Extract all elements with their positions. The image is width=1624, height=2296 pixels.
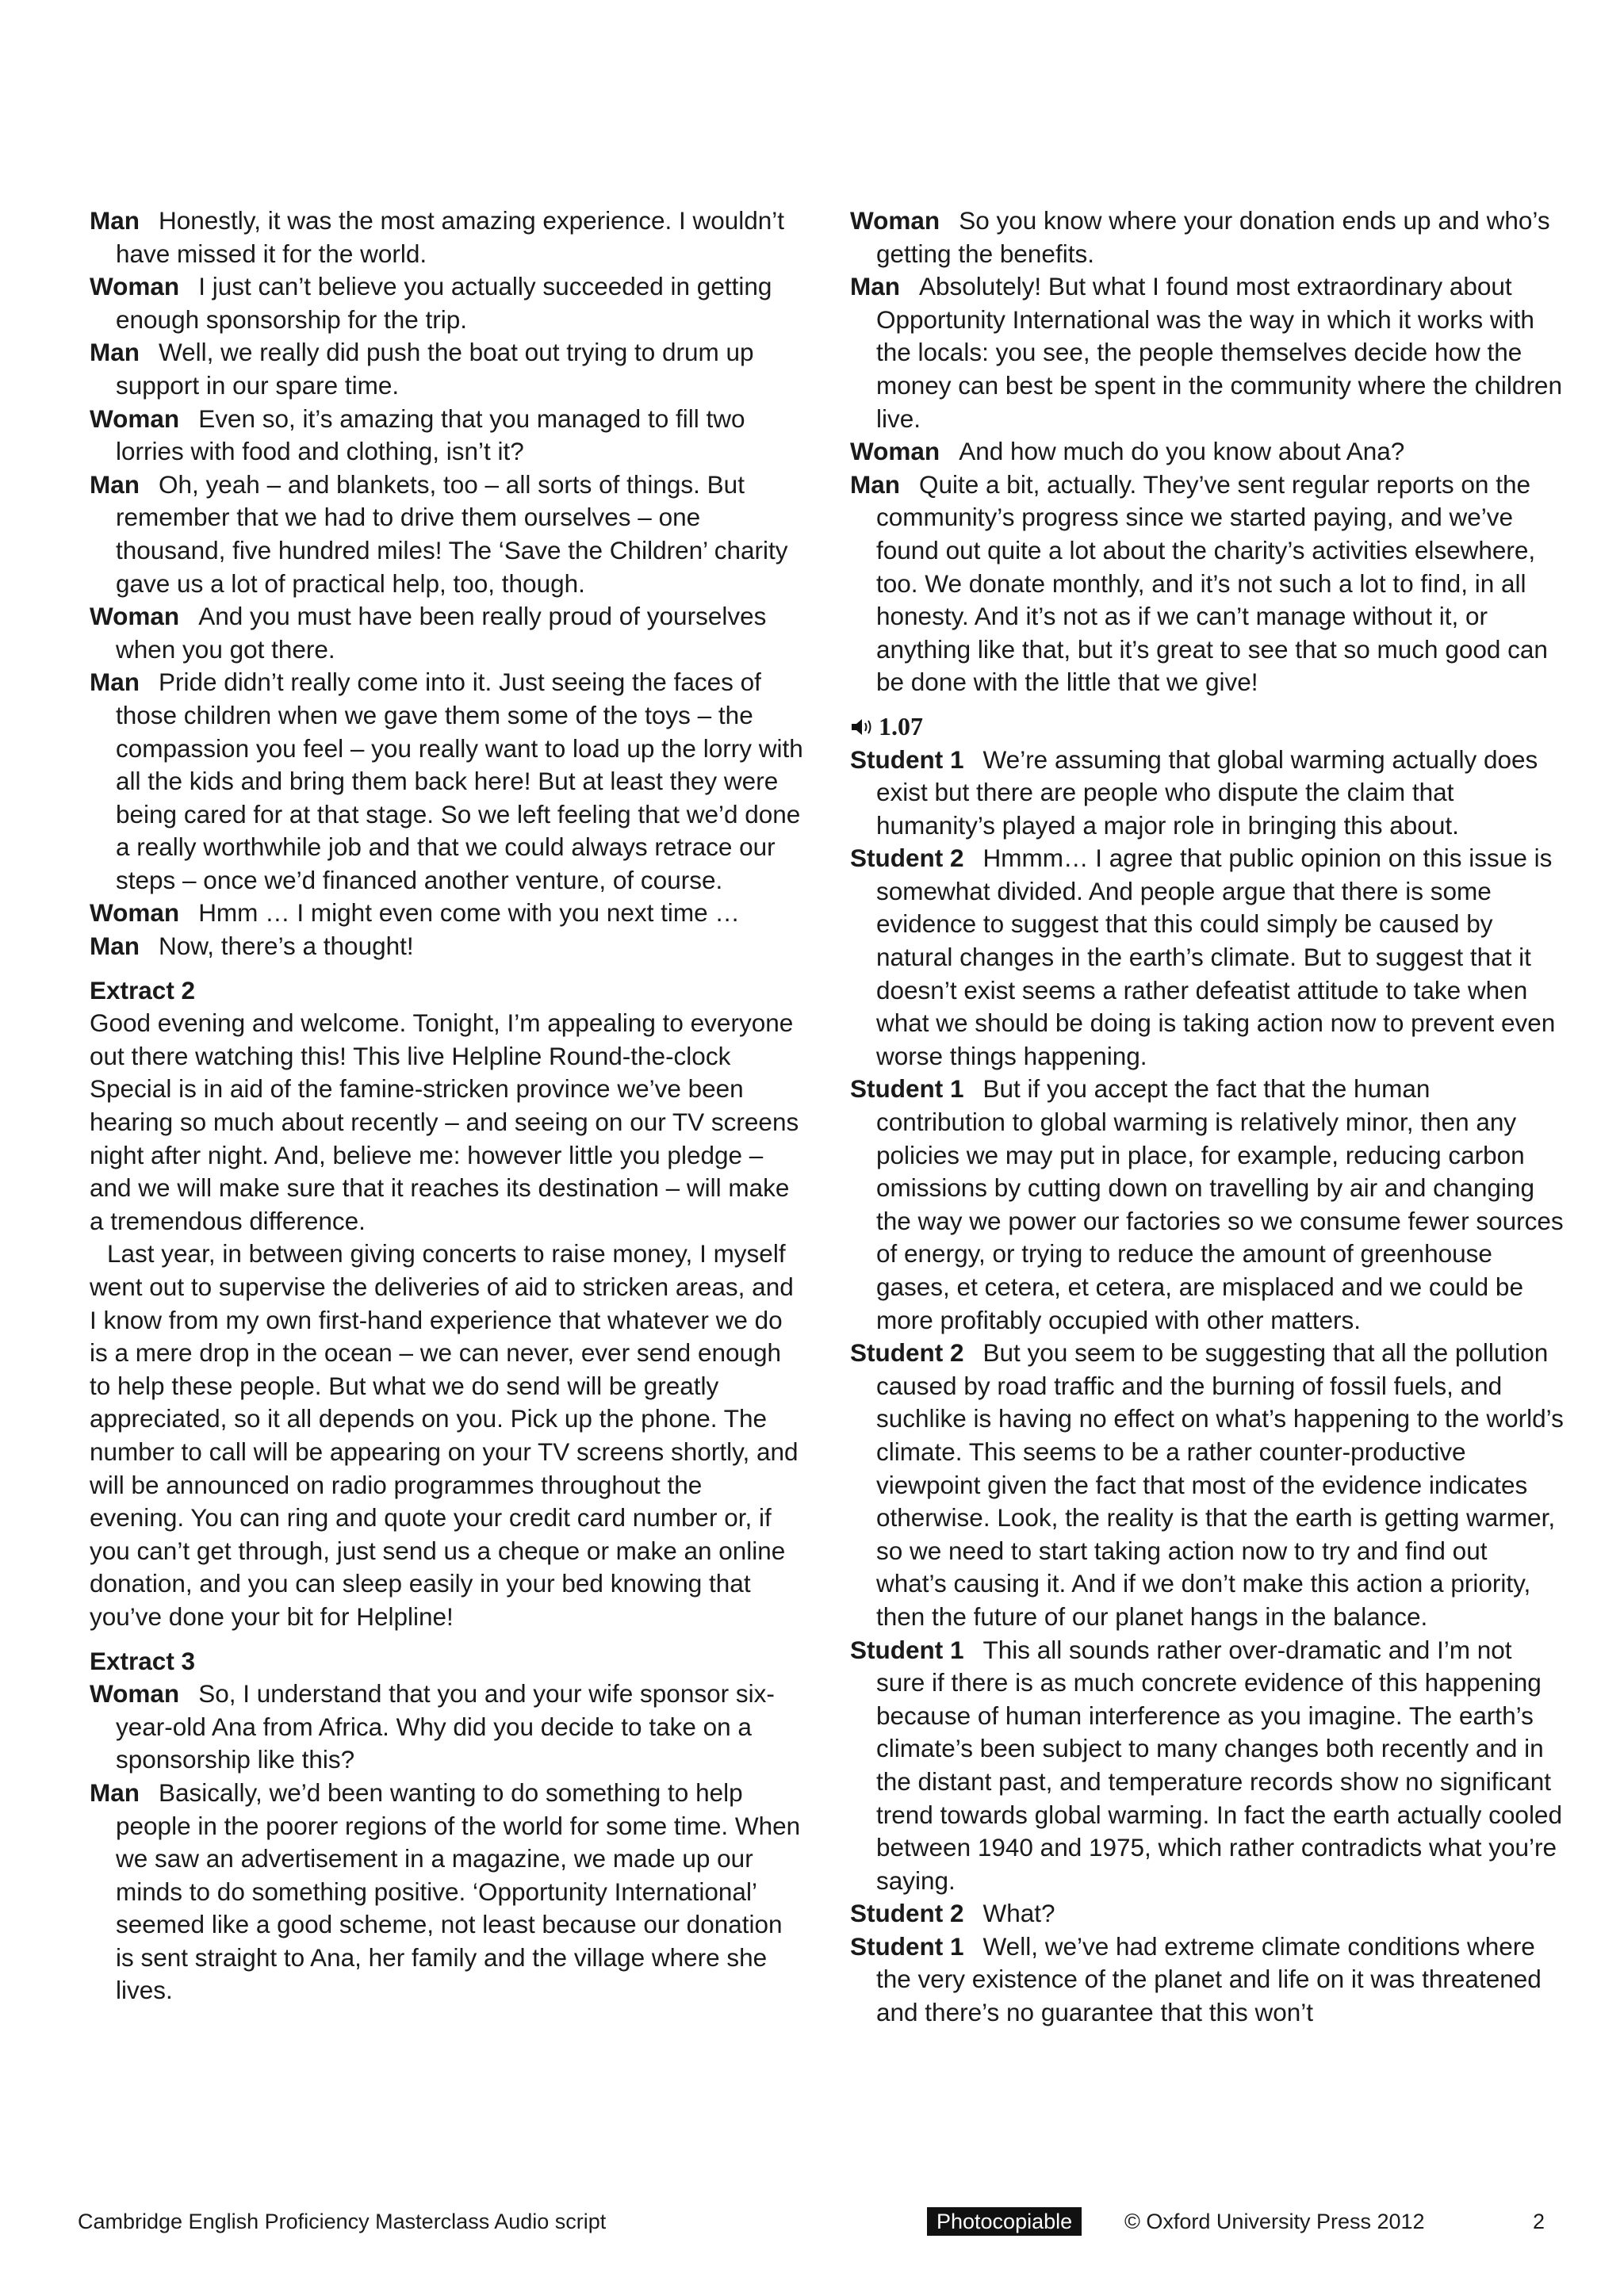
turn-text: But if you accept the fact that the human contribution to global warming is relatively minor, then any policies we may put in place, for example, reducing carbon omissions by cutting down on travelling by air and changing the way we power our factories so we consume fewer sources of energy, or trying to reduce the amount of greenhouse gases, et cetera, et cetera, are misplaced and we could be more profitably occupied with other matters. [876,1074,1564,1334]
turn-text: Absolutely! But what I found most extraordinary about Opportunity International was the way in which it works with the locals: you see, the people themselves decide how the money can best be spent in the community where the children live. [876,272,1562,433]
speaker-label: Woman [850,437,940,466]
speaker-label: Student 1 [850,1074,964,1104]
extract3-heading: Extract 3 [90,1646,196,1675]
dialogue-turn [90,469,803,600]
turn-text: Hmmm… I agree that public opinion on this issue is somewhat divided. And people argue that there is some evidence to suggest that this could simply be caused by natural changes in the earth’s climate. But to suggest that it doesn’t exist seems a rather defeatist attitude to take when what we should be doing is taking action now to prevent even worse things happening. [876,844,1556,1070]
left-column [90,205,803,2007]
extract3-dialogue-continued [850,205,1564,699]
speaker-label: Woman [90,898,180,928]
turn-text: This all sounds rather over-dramatic and I’m not sure if there is as much concrete evidence of this happening because of human interference as you imagine. The earth’s climate’s been subject to many changes both recently and in the distant past, and temperature records show no significant trend towards global warming. In fact the earth actually cooled between 1940 and 1975, which rather contradicts what you’re saying. [876,1635,1562,1895]
extract2-paragraph-1: Good evening and welcome. Tonight, I’m appealing to everyone out there watching this! This live Helpline Round-the-clock Special is in aid of the famine-stricken province we’ve been hearing so much about recently – and seeing on our TV screens night after night. And, believe me: however little you pledge – and we will make sure that it reaches its destination – will make a tremendous difference. [90,1008,799,1235]
track-dialogue [850,744,1564,2030]
turn-text: And you must have been really proud of yourselves when you got there. [116,602,767,664]
turn-text: I just can’t believe you actually succeeded in getting enough sponsorship for the trip. [116,272,772,334]
turn-text: Pride didn’t really come into it. Just seeing the faces of those children when we gave them some of the toys – the compassion you feel – you really want to load up the lorry with all the kids and bring them back here! But at least they were being cared for at that stage. So we left feeling that we’d done a really worthwhile job and that we could always retrace our steps – once we’d financed another venture, of course. [116,668,803,894]
speaker-label: Woman [90,272,180,301]
page-number: 2 [1533,2210,1545,2233]
dialogue-turn [850,435,1564,469]
dialogue-turn [90,205,803,270]
extract3-dialogue [90,1678,803,2007]
speaker-label: Woman [90,602,180,631]
turn-text: Quite a bit, actually. They’ve sent regular reports on the community’s progress since we started paying, and we’ve found out quite a lot about the charity’s activities elsewhere, too. We donate monthly, and it’s not such a lot to find, in all honesty. And it’s not as if we can’t manage without it, or anything like that, but it’s great to see that so much good can be done with the little that we give! [876,469,1548,697]
turn-text: Well, we really did push the boat out trying to drum up support in our spare time. [116,338,754,400]
speaker-label: Man [90,206,140,235]
speaker-label: Man [90,469,140,499]
dialogue-turn [850,205,1564,270]
turn-text: Basically, we’d been wanting to do something to help people in the poorer regions of the world for some time. When we saw an advertisement in a magazine, we made up our minds to do something positive. ‘Opportunity International’ seemed like a good scheme, not least because our donation is sent straight to Ana, her family and the village where she lives. [116,1777,801,2005]
turn-text: But you seem to be suggesting that all the pollution caused by road traffic and the burning of fossil fuels, and suchlike is having no effect on what’s happening to the world’s climate. This seems to be a rather counter-productive viewpoint given the fact that most of the evidence indicates otherwise. Look, the reality is that the earth is getting warmer, so we need to start taking action now to try and find out what’s causing it. And if we don’t make this action a priority, then the future of our planet hangs in the balance. [876,1338,1564,1631]
footer-title: Cambridge English Proficiency Masterclass Audio script [78,2210,607,2233]
turn-text: Even so, it’s amazing that you managed to fill two lorries with food and clothing, isn’t it? [116,404,745,466]
speaker-label: Man [90,338,140,367]
speaker-label: Woman [850,206,940,235]
dialogue-turn [90,600,803,666]
speaker-label: Student 1 [850,744,964,774]
turn-text: So you know where your donation ends up and who’s getting the benefits. [876,206,1550,268]
track-number: 1.07 [879,711,923,740]
copyright-notice: © Oxford University Press 2012 [1124,2210,1425,2233]
dialogue-turn [90,1678,803,1777]
dialogue-turn [850,1897,1564,1931]
turn-text: Now, there’s a thought! [159,932,414,961]
speaker-label: Student 1 [850,1635,964,1664]
turn-text: We’re assuming that global warming actually does exist but there are people who dispute the claim that humanity’s played a major role in bringing this about. [876,744,1538,840]
turn-text: Oh, yeah – and blankets, too – all sorts of things. But remember that we had to drive them ourselves – one thousand, five hundred miles! The ‘Save the Children’ charity gave us a lot of practical help, too, though. [116,469,788,598]
speaker-label: Student 2 [850,844,964,873]
extract2-heading: Extract 2 [90,975,196,1004]
dialogue-turn [90,666,803,897]
turn-text: And how much do you know about Ana? [959,437,1405,466]
photocopiable-badge: Photocopiable [927,2207,1082,2236]
dialogue-turn [90,336,803,402]
dialogue-turn [90,403,803,469]
dialogue-turn [850,744,1564,843]
dialogue-turn [90,270,803,336]
speaker-label: Man [90,668,140,697]
dialogue-turn [90,930,803,963]
speaker-label: Student 1 [850,1931,964,1961]
turn-text: Hmm … I might even come with you next time … [198,898,740,928]
turn-text: So, I understand that you and your wife sponsor six-year-old Ana from Africa. Why did you decide to take on a sponsorship like this? [116,1679,775,1774]
dialogue-turn [850,469,1564,699]
turn-text: Honestly, it was the most amazing experience. I wouldn’t have missed it for the world. [116,206,785,268]
extract2-paragraph-2: Last year, in between giving concerts to raise money, I myself went out to supervise the deliveries of aid to stricken areas, and I know from my own first-hand experience that whatever we do is a mere drop in the ocean – we can never, ever send enough to help these people. But what we do send will be greatly appreciated, so it all depends on you. Pick up the phone. The number to call will be appearing on your TV screens shortly, and will be announced on radio programmes throughout the evening. You can ring and quote your credit card number or, if you can’t get through, just send us a cheque or make an online donation, and you can sleep easily in your bed knowing that you’ve done your bit for Helpline! [90,1239,799,1631]
speaker-label: Man [90,1777,140,1807]
dialogue-turn [850,1337,1564,1633]
dialogue-turn [90,1777,803,2007]
turn-text: What? [982,1899,1055,1928]
speaker-label: Woman [90,1679,180,1709]
speaker-label: Man [850,469,900,499]
right-column [850,205,1564,2030]
speaker-label: Student 2 [850,1899,964,1928]
dialogue-turn [90,897,803,930]
speaker-label: Student 2 [850,1338,964,1368]
dialogue-turn [850,1073,1564,1337]
speaker-icon [850,712,874,731]
audio-track-heading [850,710,1564,744]
extract1-dialogue [90,205,803,963]
dialogue-turn [850,1634,1564,1898]
speaker-label: Man [90,932,140,961]
dialogue-turn [850,842,1564,1073]
speaker-label: Man [850,272,900,301]
dialogue-turn [850,270,1564,435]
dialogue-turn [850,1931,1564,2030]
turn-text: Well, we’ve had extreme climate conditions where the very existence of the planet and life on it was threatened and there’s no guarantee that this won’t [876,1931,1542,2027]
speaker-label: Woman [90,404,180,433]
